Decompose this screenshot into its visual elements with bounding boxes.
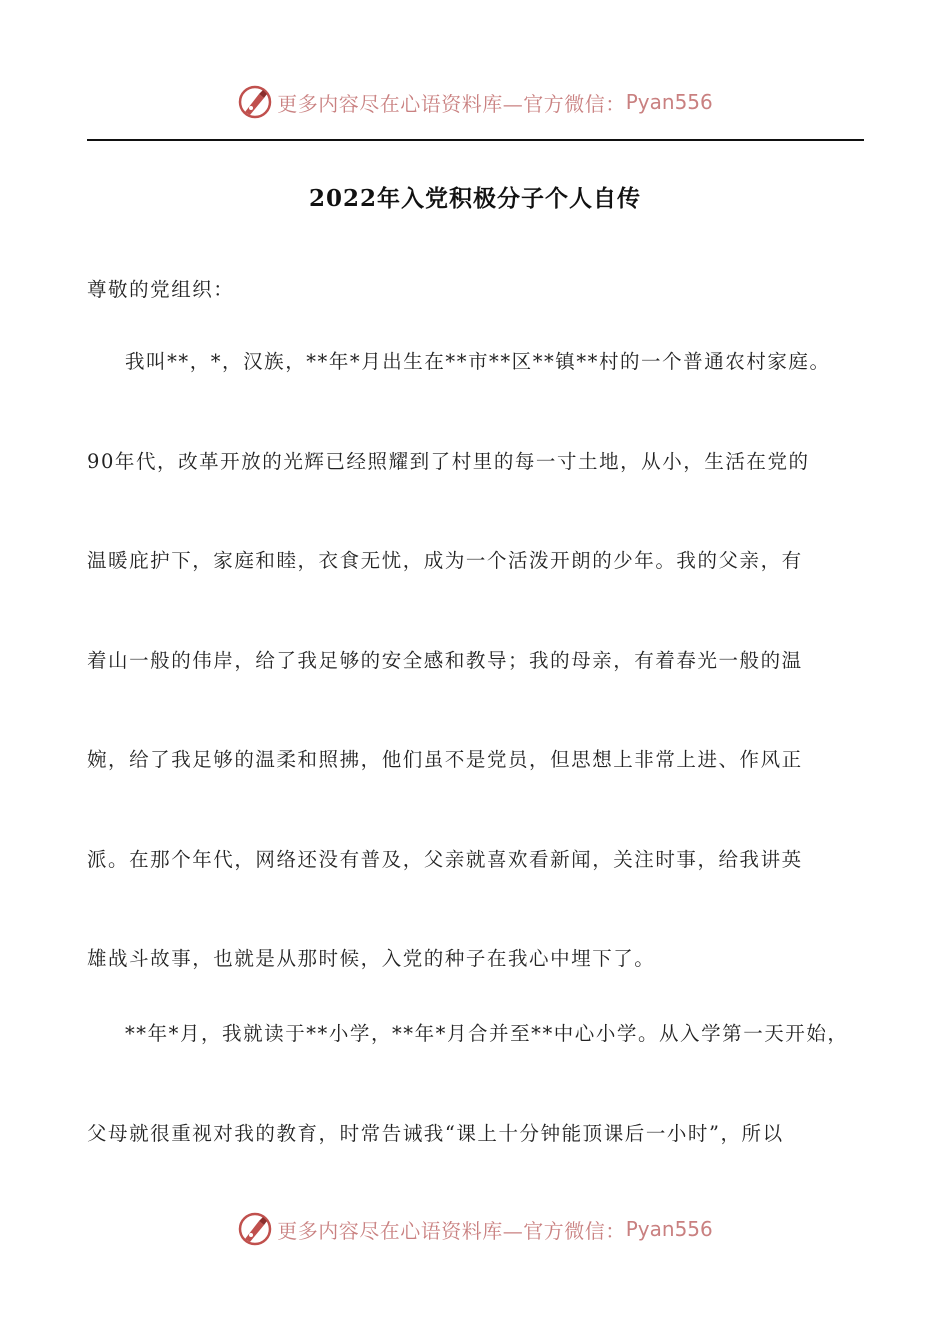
body-line: 我叫**，*，汉族，**年*月出生在**市**区**镇**村的一个普通农村家庭。: [125, 350, 831, 373]
pen-logo-icon: [237, 1211, 273, 1247]
watermark-wechat-id: Pyan556: [625, 90, 713, 114]
header-watermark: [0, 82, 950, 122]
footer-watermark: [0, 1209, 950, 1249]
body-line: 着山一般的伟岸，给了我足够的安全感和教导；我的母亲，有着春光一般的温: [87, 649, 803, 672]
body-line: 90年代，改革开放的光辉已经照耀到了村里的每一寸土地，从小，生活在党的: [87, 450, 810, 473]
watermark-text: 更多内容尽在心语资料库—官方微信：: [277, 1218, 626, 1243]
watermark-text: 更多内容尽在心语资料库—官方微信：: [277, 91, 626, 116]
body-line: 温暖庇护下，家庭和睦，衣食无忧，成为一个活泼开朗的少年。我的父亲，有: [87, 549, 803, 572]
body-line: 派。在那个年代，网络还没有普及，父亲就喜欢看新闻，关注时事，给我讲英: [87, 848, 803, 871]
document-title: 2022年入党积极分子个人自传: [308, 185, 641, 212]
body-line: 婉，给了我足够的温柔和照拂，他们虽不是党员，但思想上非常上进、作风正: [87, 748, 803, 771]
pen-logo-icon: [237, 84, 273, 120]
salutation: 尊敬的党组织：: [87, 278, 235, 301]
watermark-wechat-id: Pyan556: [625, 1217, 713, 1241]
body-line: 父母就很重视对我的教育，时常告诫我“课上十分钟能顶课后一小时”，所以: [87, 1122, 784, 1145]
header-divider: [87, 139, 864, 141]
body-line: **年*月，我就读于**小学，**年*月合并至**中心小学。从入学第一天开始，: [125, 1022, 849, 1045]
body-line: 雄战斗故事，也就是从那时候，入党的种子在我心中埋下了。: [87, 947, 656, 970]
